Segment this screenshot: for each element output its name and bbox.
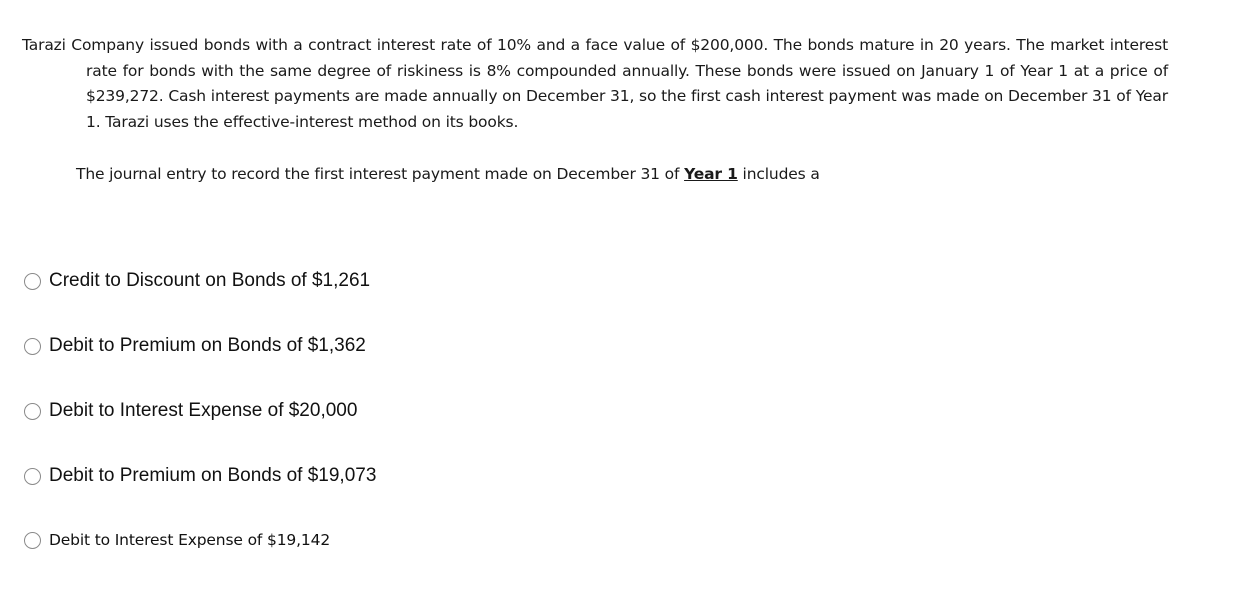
prompt-emphasis: Year 1 (684, 165, 738, 183)
radio-button[interactable] (24, 273, 41, 290)
radio-button[interactable] (24, 532, 41, 549)
answer-option-5[interactable] (24, 531, 330, 549)
question-prompt (76, 162, 820, 187)
radio-button[interactable] (24, 338, 41, 355)
answer-option-label: Debit to Premium on Bonds of $19,073 (49, 465, 377, 486)
radio-button[interactable] (24, 403, 41, 420)
answer-option-label: Debit to Interest Expense of $20,000 (49, 400, 358, 421)
answer-option-1[interactable] (24, 270, 370, 292)
prompt-text-before: The journal entry to record the first interest payment made on December 31 of (76, 165, 685, 183)
prompt-text-after: includes a (737, 165, 820, 183)
radio-button[interactable] (24, 468, 41, 485)
answer-option-label: Debit to Premium on Bonds of $1,362 (49, 335, 366, 356)
answer-option-label: Credit to Discount on Bonds of $1,261 (49, 270, 371, 291)
answer-option-4[interactable] (24, 465, 376, 487)
answer-option-2[interactable] (24, 335, 366, 357)
answer-option-label: Debit to Interest Expense of $19,142 (49, 531, 331, 549)
answer-option-3[interactable] (24, 400, 357, 422)
question-text: Tarazi Company issued bonds with a contract interest rate of 10% and a face value of $200,000. The bonds mature in 20 years. The market interest rate for bonds with the same degree of riskiness is 8% compounded annually. These bonds were issued on January 1 of Year 1 at a price of $239,272. Cash interest payments are made annually on December 31, so the first cash interest payment was made on December 31 of Year 1. Tarazi uses the effective-interest method on its books. (22, 36, 1168, 131)
